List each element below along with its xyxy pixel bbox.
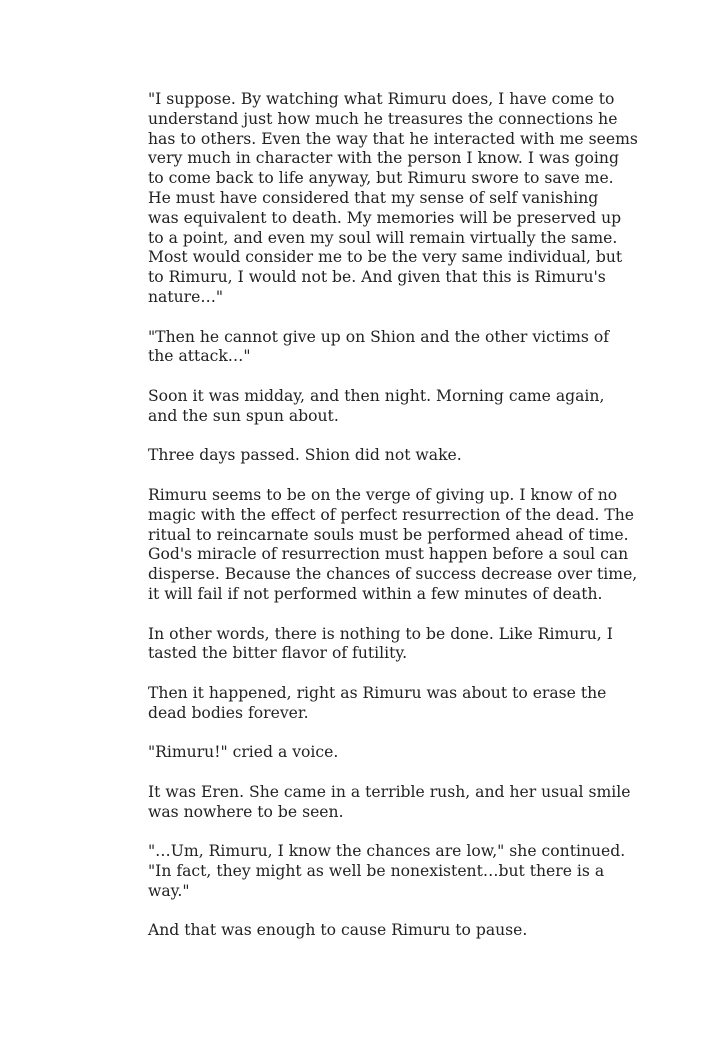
text-line: "…Um, Rimuru, I know the chances are low," she continued.	[148, 842, 626, 861]
text-line: it will fail if not performed within a few minutes of death.	[148, 584, 603, 603]
text-line: In other words, there is nothing to be done. Like Rimuru, I	[148, 624, 613, 643]
text-line: tasted the bitter flavor of futility.	[148, 644, 408, 663]
text-line: was nowhere to be seen.	[148, 802, 344, 821]
paragraph	[148, 624, 613, 665]
text-line: and the sun spun about.	[148, 406, 339, 425]
text-line: was equivalent to death. My memories will be preserved up	[148, 208, 622, 227]
text-line: It was Eren. She came in a terrible rush, and her usual smile	[148, 782, 631, 801]
text-line: "In fact, they might as well be nonexistent…but there is a	[148, 862, 605, 881]
text-line: Most would consider me to be the very same individual, but	[148, 248, 623, 267]
text-line: the attack…"	[148, 347, 251, 366]
text-line: And that was enough to cause Rimuru to pause.	[148, 921, 528, 940]
paragraph	[148, 683, 607, 724]
paragraph	[148, 921, 588, 941]
text-line: "Rimuru!" cried a voice.	[148, 743, 339, 762]
text-line: has to others. Even the way that he interacted with me seems	[148, 129, 638, 148]
paragraph	[148, 386, 605, 427]
text-line: "Then he cannot give up on Shion and the other victims of	[148, 327, 610, 346]
text-line: "I suppose. By watching what Rimuru does, I have come to	[148, 90, 615, 108]
text-line: to Rimuru, I would not be. And given that this is Rimuru's	[148, 268, 606, 287]
text-line: very much in character with the person I know. I was going	[148, 149, 619, 168]
paragraph	[148, 485, 638, 605]
text-line: Rimuru seems to be on the verge of giving up. I know of no	[148, 485, 618, 504]
paragraph	[148, 446, 588, 466]
text-line: God's miracle of resurrection must happen before a soul can	[148, 545, 629, 564]
text-line: to a point, and even my soul will remain virtually the same.	[148, 228, 618, 247]
text-line: Three days passed. Shion did not wake.	[148, 446, 462, 465]
text-line: dead bodies forever.	[148, 703, 309, 722]
text-line: nature…"	[148, 287, 224, 306]
text-line: He must have considered that my sense of self vanishing	[148, 188, 599, 207]
text-line: magic with the effect of perfect resurrection of the dead. The	[148, 505, 634, 524]
document-page	[148, 90, 638, 961]
paragraph	[148, 842, 626, 901]
paragraph	[148, 743, 588, 763]
text-line: ritual to reincarnate souls must be performed ahead of time.	[148, 525, 629, 544]
text-line: to come back to life anyway, but Rimuru swore to save me.	[148, 169, 614, 188]
text-line: way."	[148, 881, 190, 900]
text-line: Then it happened, right as Rimuru was about to erase the	[148, 683, 607, 702]
text-line: disperse. Because the chances of success decrease over time,	[148, 565, 638, 584]
text-line: understand just how much he treasures the connections he	[148, 109, 618, 128]
paragraph	[148, 327, 610, 368]
paragraph	[148, 90, 638, 308]
text-line: Soon it was midday, and then night. Morning came again,	[148, 386, 605, 405]
paragraph	[148, 782, 631, 823]
